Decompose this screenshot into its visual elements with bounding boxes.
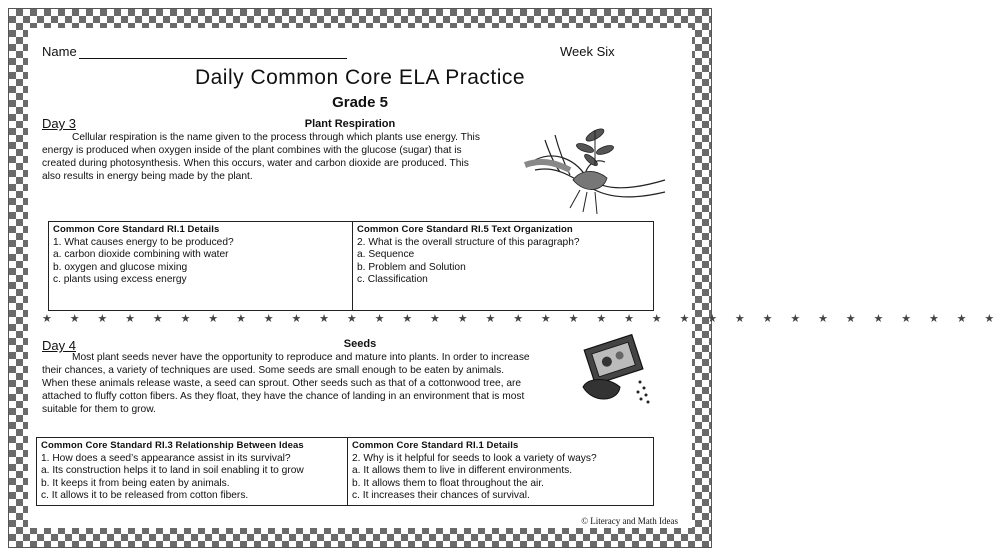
passage-line: energy is produced when oxygen inside of the plant combines with the glucose (sugar) that is xyxy=(42,145,462,156)
answer-option[interactable]: a. Sequence xyxy=(357,249,415,260)
answer-option[interactable]: c. plants using excess energy xyxy=(53,274,187,285)
answer-option[interactable]: b. Problem and Solution xyxy=(357,261,466,273)
question-text: 1. How does a seed’s appearance assist in its survival? xyxy=(41,452,291,464)
page-title: Daily Common Core ELA Practice xyxy=(194,66,526,89)
passage-line: created during photosynthesis. When this occurs, water and carbon dioxide are produced. This xyxy=(42,158,469,169)
day3-question2 xyxy=(353,222,653,310)
day4-label: Day 4 xyxy=(42,338,76,353)
answer-option[interactable]: c. It allows it to be released from cotton fibers. xyxy=(41,490,249,501)
day3-question1 xyxy=(49,222,352,310)
day4-question2 xyxy=(348,438,653,505)
passage-line: their chances, a variety of techniques are used. Some seeds are small enough to be eaten by animals. xyxy=(42,365,505,376)
question-text: 2. Why is it helpful for seeds to look a variety of ways? xyxy=(352,452,597,464)
hand-plant-illustration xyxy=(525,120,675,220)
seed-packet-illustration xyxy=(578,332,668,412)
standard-title: Common Core Standard RI.1 Details xyxy=(53,224,220,235)
answer-option[interactable]: c. It increases their chances of survival. xyxy=(352,490,530,501)
day3-label: Day 3 xyxy=(42,116,76,131)
answer-option[interactable]: b. It keeps it from being eaten by animals. xyxy=(41,477,230,489)
answer-option[interactable]: b. It allows them to float throughout the air. xyxy=(352,477,544,489)
question-text: 1. What causes energy to be produced? xyxy=(53,236,234,248)
passage-line: Cellular respiration is the name given to the process through which plants use energy. This xyxy=(72,132,480,143)
passage-line: suitable for them to grow. xyxy=(42,404,156,415)
answer-option[interactable]: a. carbon dioxide combining with water xyxy=(53,249,229,260)
day4-passage xyxy=(42,351,582,416)
grade-label: Grade 5 xyxy=(332,94,388,111)
name-row xyxy=(42,44,347,59)
standard-title: Common Core Standard RI.3 Relationship Between Ideas xyxy=(41,440,304,451)
name-blank-line[interactable] xyxy=(79,46,347,59)
day3-topic: Plant Respiration xyxy=(304,118,396,130)
answer-option[interactable]: a. Its construction helps it to land in soil enabling it to grow xyxy=(41,465,304,476)
passage-line: Most plant seeds never have the opportunity to reproduce and mature into plants. In order to increase xyxy=(72,352,530,363)
standard-title: Common Core Standard RI.1 Details xyxy=(352,440,519,451)
question-text: 2. What is the overall structure of this paragraph? xyxy=(357,236,580,248)
name-label: Name xyxy=(42,44,77,59)
week-label: Week Six xyxy=(560,44,615,59)
passage-line: attached to fluffy cotton fibers. As they float, they have the chance of landing in an environment that is most xyxy=(42,391,525,402)
day4-topic: Seeds xyxy=(343,338,377,350)
answer-option[interactable]: a. It allows them to live in different environments. xyxy=(352,465,573,476)
day3-passage xyxy=(42,131,542,183)
star-separator: ★ ★ ★ ★ ★ ★ ★ ★ ★ ★ ★ ★ ★ ★ ★ ★ ★ ★ ★ ★ ★ ★ ★ ★ ★ ★ ★ ★ ★ ★ ★ ★ ★ ★ ★ xyxy=(42,313,1002,325)
copyright-notice: © Literacy and Math Ideas xyxy=(581,516,678,526)
day3-question-box xyxy=(48,221,654,311)
day4-question-box xyxy=(36,437,654,506)
standard-title: Common Core Standard RI.5 Text Organization xyxy=(357,224,573,235)
day4-question1 xyxy=(37,438,347,505)
passage-line: also results in energy being made by the plant. xyxy=(42,171,253,182)
answer-option[interactable]: b. oxygen and glucose mixing xyxy=(53,261,188,273)
answer-option[interactable]: c. Classification xyxy=(357,274,428,285)
passage-line: When these animals release waste, a seed can sprout. Other seeds such as that of a cottonwood tree, are xyxy=(42,378,522,389)
